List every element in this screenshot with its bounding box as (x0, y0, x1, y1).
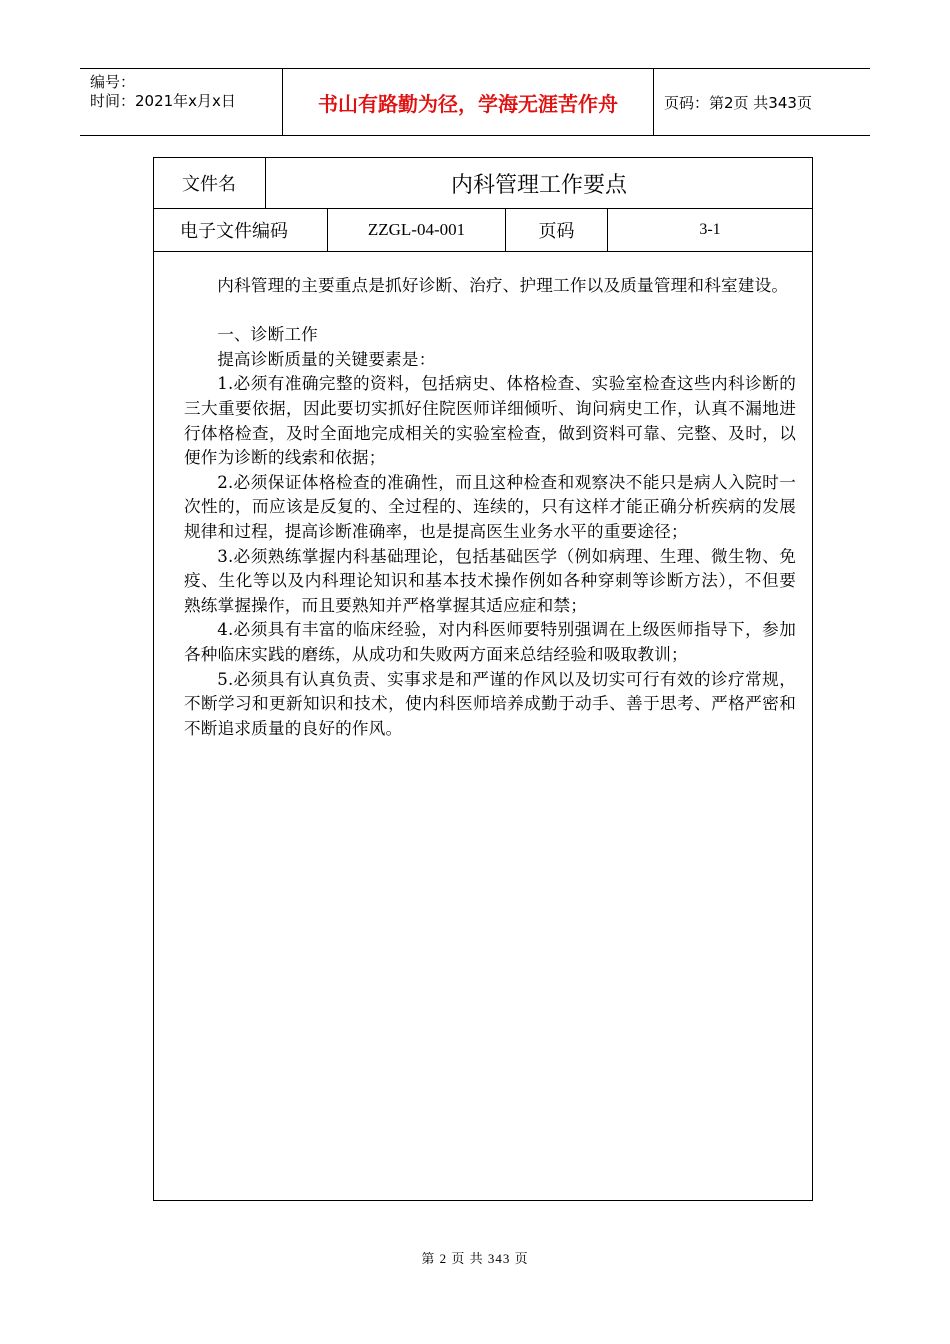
header-number-label: 编号： (90, 73, 136, 91)
code-label: 电子文件编码 (154, 209, 328, 251)
list-item: 4.必须具有丰富的临床经验，对内科医师要特别强调在上级医师指导下，参加各种临床实践的磨练，从成功和失败两方面来总结经验和吸取教训； (184, 620, 796, 664)
page-footer: 第 2 页 共 343 页 (421, 1251, 529, 1266)
header-motto: 书山有路勤为径，学海无涯苦作舟 (282, 69, 654, 135)
header-page-info: 页码：第2页 共343页 (664, 93, 812, 112)
document-table (153, 157, 813, 1201)
page-value: 3-1 (699, 221, 721, 238)
section-title: 一、诊断工作 (217, 325, 318, 345)
document-title: 内科管理工作要点 (450, 172, 627, 198)
list-item: 3.必须熟练掌握内科基础理论，包括基础医学（例如病理、生理、微生物、免疫、生化等以及内科理论知识和基本技术操作例如各种穿刺等诊断方法），不但要熟练掌握操作，而且要熟知并严格掌握其适应症和禁； (184, 546, 796, 615)
header-meta (80, 69, 282, 135)
header-date: 时间：2021年x月x日 (90, 92, 236, 110)
list-item: 5.必须具有认真负责、实事求是和严谨的作风以及切实可行有效的诊疗常规，不断学习和更新知识和技术，使内科医师培养成勤于动手、善于思考、严格严密和不断追求质量的良好的作风。 (184, 669, 796, 738)
blank-line (184, 299, 796, 324)
list-item: 1.必须有准确完整的资料，包括病史、体格检查、实验室检查这些内科诊断的三大重要依据，因此要切实抓好住院医师详细倾听、询问病史工作，认真不漏地进行体格检查，及时全面地完成相关的实验室检查，做到资料可靠、完整、及时，以便作为诊断的线索和依据； (184, 374, 796, 468)
intro-paragraph: 内科管理的主要重点是抓好诊断、治疗、护理工作以及质量管理和科室建设。 (217, 276, 789, 295)
page-label: 页码 (506, 209, 608, 251)
filename-label: 文件名 (154, 158, 266, 208)
lead-paragraph: 提高诊断质量的关键要素是： (217, 349, 436, 369)
filename-row (154, 158, 812, 209)
document-body (154, 252, 812, 741)
code-value: ZZGL-04-001 (328, 209, 506, 251)
list-item: 2.必须保证体格检查的准确性，而且这种检查和观察决不能只是病人入院时一次性的，而应该是反复的、全过程的、连续的，只有这样才能正确分析疾病的发展规律和过程，提高诊断准确率，也是提高医生业务水平的重要途径； (184, 472, 796, 541)
page-header (80, 68, 870, 136)
code-row (154, 209, 812, 252)
